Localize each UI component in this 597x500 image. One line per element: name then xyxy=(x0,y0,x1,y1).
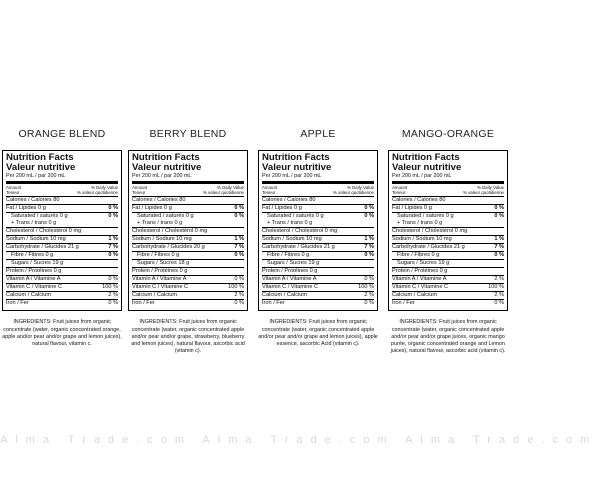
nutrient-name: Calcium / Calcium xyxy=(132,292,178,299)
nutrient-row xyxy=(6,276,118,284)
nutrient-row xyxy=(132,205,244,213)
nutrient-name: Iron / Fer xyxy=(262,300,285,307)
nutrient-row xyxy=(392,284,504,292)
nutrient-name: Calories / Calories 80 xyxy=(6,197,60,204)
amount-label: Amount Teneur xyxy=(262,185,278,196)
nutrient-name: Vitamin A / Vitamine A xyxy=(132,276,187,283)
serving-size: Per 200 mL / par 200 mL xyxy=(132,174,244,184)
nutrient-name: Sodium / Sodium 10 mg xyxy=(132,236,192,243)
nutrient-row xyxy=(392,268,504,276)
nutrient-daily-value: 0 % xyxy=(234,276,244,283)
nutrient-name: Saturated / saturés 0 g + Trans / trans 0 g xyxy=(137,213,194,227)
amount-label: Amount Teneur xyxy=(6,185,22,196)
nutrient-daily-value: 100 % xyxy=(488,284,504,291)
nutrient-row xyxy=(6,244,118,252)
nutrient-daily-value: 0 % xyxy=(108,213,118,220)
table-title-en: Nutrition Facts xyxy=(392,152,460,163)
table-title-en: Nutrition Facts xyxy=(262,152,330,163)
nutrient-row xyxy=(6,284,118,292)
nutrient-name: Protein / Protéines 0 g xyxy=(132,268,188,275)
nutrient-name: Fibre / Fibres 0 g xyxy=(397,252,440,259)
nutrient-row xyxy=(132,244,244,252)
nutrition-facts-table xyxy=(258,150,378,311)
nutrient-daily-value: 0 % xyxy=(234,252,244,259)
ingredients-text: INGREDIENTS: Fruit juices from organic concentrate (water, organic concentrated apple and/or pear and/or grape juices, organic mango purée, organic concentrated orange and Lemon juices), natural flavour, ascorbic acid (vitamin c). xyxy=(390,319,506,355)
nutrient-row xyxy=(262,276,374,284)
serving-size: Per 200 mL / par 200 mL xyxy=(392,174,504,184)
nutrient-name: Fat / Lipides 0 g xyxy=(262,205,302,212)
daily-value-label: % Daily Value % valeur quotidienne xyxy=(202,185,244,196)
nutrient-row xyxy=(262,252,374,260)
nutrient-row xyxy=(6,300,118,307)
nutrient-row xyxy=(6,228,118,236)
nutrient-daily-value: 0 % xyxy=(494,300,504,307)
nutrient-daily-value: 100 % xyxy=(102,284,118,291)
nutrient-name: Calcium / Calcium xyxy=(6,292,52,299)
nutrient-name: Sugars / Sucres 19 g xyxy=(397,260,450,267)
nutrient-name: Calcium / Calcium xyxy=(392,292,438,299)
nutrient-row xyxy=(262,228,374,236)
nutrient-row xyxy=(132,292,244,300)
watermark: Alma Trade.com Alma Trade.com Alma Trade.com xyxy=(0,434,597,446)
nutrient-daily-value: 0 % xyxy=(494,205,504,212)
nutrient-row xyxy=(262,244,374,252)
nutrient-row xyxy=(132,284,244,292)
nutrient-name: Carbohydrate / Glucides 21 g xyxy=(392,244,465,251)
nutrient-name: Sodium / Sodium 10 mg xyxy=(6,236,66,243)
nutrient-name: Iron / Fer xyxy=(132,300,155,307)
nutrient-row xyxy=(132,197,244,205)
table-title-en: Nutrition Facts xyxy=(6,152,74,163)
nutrient-daily-value: 0 % xyxy=(494,252,504,259)
nutrient-name: Vitamin A / Vitamine A xyxy=(6,276,61,283)
nutrient-daily-value: 0 % xyxy=(108,300,118,307)
nutrient-row xyxy=(132,276,244,284)
nutrient-name: Vitamin C / Vitamine C xyxy=(132,284,189,291)
nutrient-daily-value: 7 % xyxy=(108,244,118,251)
nutrient-row xyxy=(6,252,118,260)
nutrient-name: Sodium / Sodium 10 mg xyxy=(262,236,322,243)
nutrient-daily-value: 0 % xyxy=(364,252,374,259)
nutrient-daily-value: 0 % xyxy=(234,213,244,220)
table-title-fr: Valeur nutritive xyxy=(392,162,462,173)
nutrient-name: Fibre / Fibres 0 g xyxy=(11,252,54,259)
nutrient-name: Calories / Calories 80 xyxy=(262,197,316,204)
nutrient-name: Calories / Calories 80 xyxy=(392,197,446,204)
nutrient-row xyxy=(262,268,374,276)
nutrient-name: Fibre / Fibres 0 g xyxy=(267,252,310,259)
nutrient-name: Fat / Lipides 0 g xyxy=(6,205,46,212)
nutrient-name: Vitamin C / Vitamine C xyxy=(262,284,319,291)
nutrient-rows xyxy=(262,197,374,307)
nutrient-row xyxy=(132,228,244,236)
nutrient-name: Iron / Fer xyxy=(6,300,29,307)
nutrient-row xyxy=(392,244,504,252)
nutrient-name: Sugars / Sucres 19 g xyxy=(267,260,320,267)
product-column-mango-orange xyxy=(388,128,508,355)
nutrient-name: Fibre / Fibres 0 g xyxy=(137,252,180,259)
nutrient-rows xyxy=(132,197,244,307)
nutrient-row xyxy=(6,197,118,205)
nutrient-daily-value: 100 % xyxy=(228,284,244,291)
product-heading: APPLE xyxy=(300,128,336,140)
nutrient-name: Carbohydrate / Glucides 20 g xyxy=(132,244,205,251)
nutrient-daily-value: 2 % xyxy=(494,292,504,299)
nutrient-daily-value: 7 % xyxy=(494,244,504,251)
nutrient-daily-value: 1 % xyxy=(234,236,244,243)
nutrient-daily-value: 0 % xyxy=(494,213,504,220)
amount-dv-header xyxy=(262,184,374,197)
nutrient-row xyxy=(262,292,374,300)
nutrient-row xyxy=(262,213,374,228)
nutrient-name: Protein / Protéines 0 g xyxy=(392,268,448,275)
nutrient-name: Fat / Lipides 0 g xyxy=(132,205,172,212)
nutrient-name: Iron / Fer xyxy=(392,300,415,307)
product-heading: ORANGE BLEND xyxy=(18,128,106,140)
nutrient-daily-value: 0 % xyxy=(108,276,118,283)
daily-value-label: % Daily Value % valeur quotidienne xyxy=(76,185,118,196)
amount-dv-header xyxy=(132,184,244,197)
ingredients-text: INGREDIENTS: Fruit juices from organic concentrate (water, organic concentrated orange, apple and/or pear and/or grape and lemon juices), natural flavour, vitamin c. xyxy=(2,319,122,348)
nutrition-facts-table xyxy=(128,150,248,311)
amount-dv-header xyxy=(6,184,118,197)
nutrient-name: Sugars / Sucres 19 g xyxy=(11,260,64,267)
nutrient-name: Carbohydrate / Glucides 21 g xyxy=(6,244,79,251)
nutrient-daily-value: 0 % xyxy=(364,213,374,220)
nutrient-name: Saturated / saturés 0 g + Trans / trans 0 g xyxy=(397,213,454,227)
nutrient-name: Sugars / Sucres 18 g xyxy=(137,260,190,267)
nutrient-name: Vitamin C / Vitamine C xyxy=(392,284,449,291)
nutrient-daily-value: 0 % xyxy=(108,205,118,212)
nutrient-daily-value: 1 % xyxy=(494,236,504,243)
nutrient-name: Vitamin A / Vitamine A xyxy=(392,276,447,283)
nutrient-name: Protein / Protéines 0 g xyxy=(6,268,62,275)
nutrient-row xyxy=(132,252,244,260)
table-title-fr: Valeur nutritive xyxy=(132,162,202,173)
nutrient-name: Protein / Protéines 0 g xyxy=(262,268,318,275)
nutrient-row xyxy=(392,228,504,236)
nutrient-name: Vitamin A / Vitamine A xyxy=(262,276,317,283)
nutrient-row xyxy=(132,300,244,307)
nutrient-row xyxy=(6,236,118,244)
nutrient-name: Fat / Lipides 0 g xyxy=(392,205,432,212)
nutrient-row xyxy=(6,213,118,228)
nutrient-daily-value: 100 % xyxy=(358,284,374,291)
nutrient-name: Calories / Calories 80 xyxy=(132,197,186,204)
serving-size: Per 200 mL / par 200 mL xyxy=(6,174,118,184)
nutrient-name: Cholesterol / Cholestérol 0 mg xyxy=(262,228,338,235)
nutrient-row xyxy=(392,300,504,307)
nutrient-name: Carbohydrate / Glucides 21 g xyxy=(262,244,335,251)
ingredients-text: INGREDIENTS: Fruit juices from organic concentrate (water, organic concentrated apple and/or pear and/or grape, strawberry, blueberry and lemon juices), natural flavour, ascorbic acid (vitamin c). xyxy=(131,319,245,355)
nutrient-row xyxy=(262,197,374,205)
nutrient-row xyxy=(392,292,504,300)
nutrient-daily-value: 0 % xyxy=(364,205,374,212)
serving-size: Per 200 mL / par 200 mL xyxy=(262,174,374,184)
ingredients-text: INGREDIENTS: Fruit juices from organic concentrate (water, organic concentrated apple and/or pear and/or grape and lemon juices), apple essence, ascorbic Acid (vitamin c). xyxy=(258,319,378,348)
nutrient-name: Cholesterol / Cholestérol 0 mg xyxy=(132,228,208,235)
nutrient-daily-value: 0 % xyxy=(108,252,118,259)
nutrient-rows xyxy=(6,197,118,307)
nutrient-name: Vitamin C / Vitamine C xyxy=(6,284,63,291)
nutrient-row xyxy=(392,252,504,260)
nutrient-row xyxy=(262,205,374,213)
nutrient-row xyxy=(132,213,244,228)
nutrient-row xyxy=(6,260,118,268)
nutrient-row xyxy=(6,205,118,213)
daily-value-label: % Daily Value % valeur quotidienne xyxy=(462,185,504,196)
nutrient-name: Sodium / Sodium 10 mg xyxy=(392,236,452,243)
nutrient-row xyxy=(392,197,504,205)
nutrient-row xyxy=(132,268,244,276)
amount-label: Amount Teneur xyxy=(392,185,408,196)
nutrient-name: Saturated / saturés 0 g + Trans / trans 0 g xyxy=(11,213,68,227)
amount-label: Amount Teneur xyxy=(132,185,148,196)
table-title-fr: Valeur nutritive xyxy=(6,162,76,173)
nutrient-row xyxy=(262,260,374,268)
nutrient-daily-value: 2 % xyxy=(364,292,374,299)
nutrient-row xyxy=(392,205,504,213)
nutrient-row xyxy=(392,236,504,244)
nutrient-daily-value: 0 % xyxy=(364,300,374,307)
nutrient-daily-value: 1 % xyxy=(364,236,374,243)
table-title-fr: Valeur nutritive xyxy=(262,162,332,173)
nutrient-name: Cholesterol / Cholestérol 0 mg xyxy=(392,228,468,235)
nutrient-row xyxy=(262,284,374,292)
nutrient-row xyxy=(132,260,244,268)
table-title-en: Nutrition Facts xyxy=(132,152,200,163)
nutrient-daily-value: 7 % xyxy=(364,244,374,251)
nutrient-row xyxy=(262,300,374,307)
nutrition-facts-table xyxy=(388,150,508,311)
nutrient-row xyxy=(392,213,504,228)
nutrient-daily-value: 1 % xyxy=(108,236,118,243)
nutrient-row xyxy=(6,292,118,300)
nutrient-daily-value: 7 % xyxy=(234,244,244,251)
product-heading: BERRY BLEND xyxy=(149,128,227,140)
nutrient-daily-value: 0 % xyxy=(364,276,374,283)
nutrient-daily-value: 0 % xyxy=(234,300,244,307)
product-column-apple xyxy=(258,128,378,348)
nutrient-row xyxy=(6,268,118,276)
amount-dv-header xyxy=(392,184,504,197)
nutrition-facts-table xyxy=(2,150,122,311)
nutrient-daily-value: 2 % xyxy=(494,276,504,283)
nutrient-daily-value: 2 % xyxy=(108,292,118,299)
nutrient-row xyxy=(132,236,244,244)
nutrient-name: Calcium / Calcium xyxy=(262,292,308,299)
product-heading: MANGO-ORANGE xyxy=(401,128,495,140)
nutrient-name: Cholesterol / Cholestérol 0 mg xyxy=(6,228,82,235)
nutrient-daily-value: 0 % xyxy=(234,205,244,212)
product-column-berry-blend xyxy=(128,128,248,355)
nutrient-name: Saturated / saturés 0 g + Trans / trans 0 g xyxy=(267,213,324,227)
nutrient-row xyxy=(262,236,374,244)
nutrient-row xyxy=(392,260,504,268)
daily-value-label: % Daily Value % valeur quotidienne xyxy=(332,185,374,196)
nutrient-daily-value: 2 % xyxy=(234,292,244,299)
nutrient-rows xyxy=(392,197,504,307)
product-column-orange-blend xyxy=(2,128,122,348)
nutrient-row xyxy=(392,276,504,284)
